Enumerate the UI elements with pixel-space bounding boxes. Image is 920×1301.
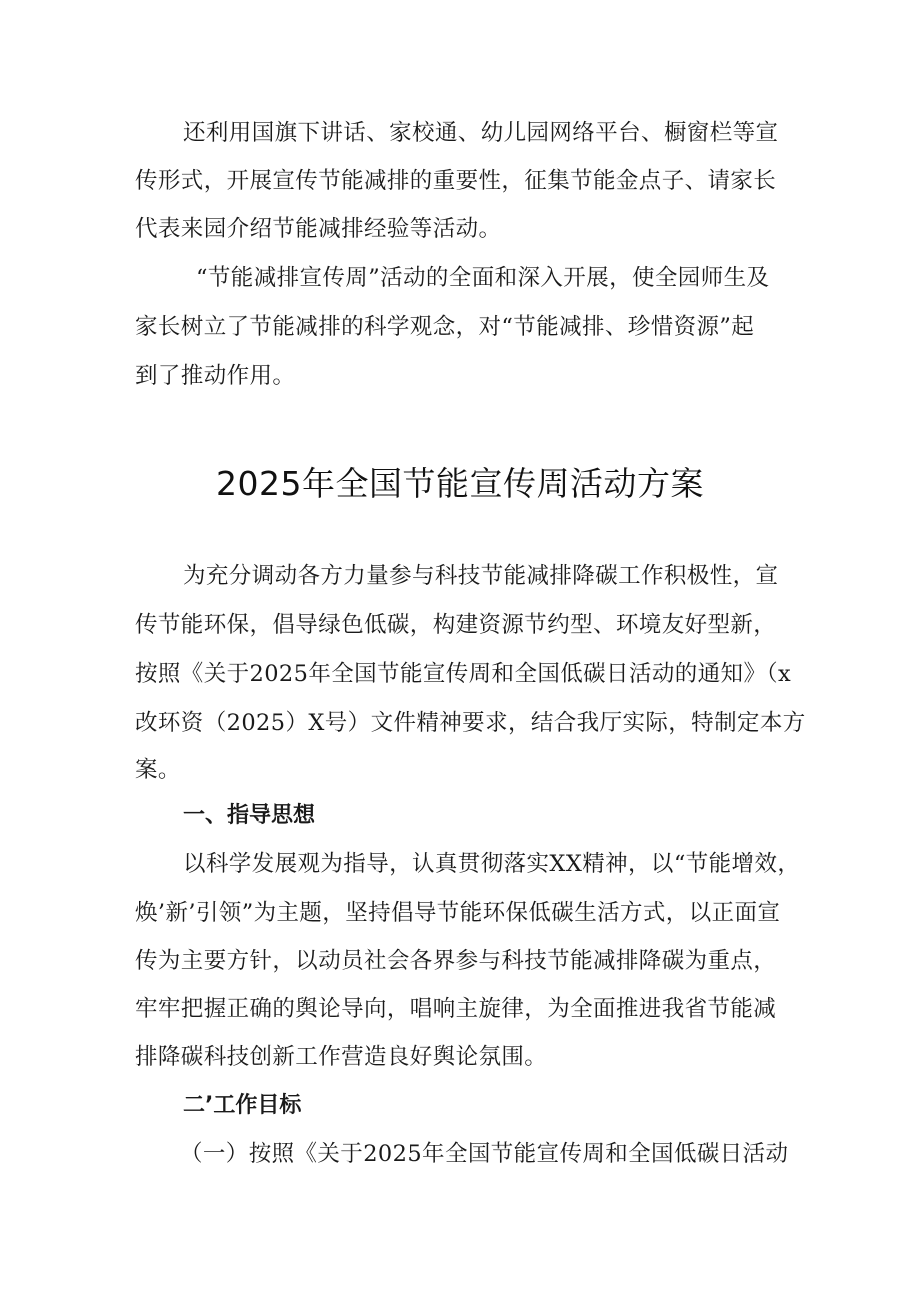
intro-paragraph-1-line-1: 还利用国旗下讲话、家校通、幼儿园网络平台、橱窗栏等宣 <box>183 120 779 146</box>
section-1-line-1: 以科学发展观为指导，认真贯彻落实XX精神，以“节能增效， <box>183 851 801 877</box>
preamble-line-4: 改环资（2025）X号）文件精神要求，结合我厅实际，特制定本方 <box>135 710 806 736</box>
preamble-line-1: 为充分调动各方力量参与科技节能减排降碳工作积极性，宣 <box>183 563 779 589</box>
section-1-line-5: 排降碳科技创新工作营造良好舆论氛围。 <box>135 1044 548 1070</box>
intro-paragraph-2-line-1: “节能减排宣传周”活动的全面和深入开展，使全园师生及 <box>196 265 770 291</box>
section-2-heading: 二’工作目标 <box>183 1093 302 1118</box>
document-title: 2025年全国节能宣传周活动方案 <box>216 464 704 503</box>
intro-paragraph-1-line-3: 代表来园介绍节能减排经验等活动。 <box>135 216 502 242</box>
preamble-line-2: 传节能环保，倡导绿色低碳，构建资源节约型、环境友好型新， <box>135 612 777 638</box>
section-1-heading: 一、指导思想 <box>183 803 316 828</box>
intro-paragraph-2-line-3: 到了推动作用。 <box>135 363 296 389</box>
section-1-line-2: 焕’新’引领”为主题，坚持倡导节能环保低碳生活方式，以正面宣 <box>135 900 781 926</box>
intro-paragraph-1-line-2: 传形式，开展宣传节能减排的重要性，征集节能金点子、请家长 <box>135 168 777 194</box>
section-1-line-4: 牢牢把握正确的舆论导向，唱响主旋律，为全面推进我省节能减 <box>135 996 777 1022</box>
section-1-line-3: 传为主要方针，以动员社会各界参与科技节能减排降碳为重点， <box>135 948 777 974</box>
intro-paragraph-2-line-2: 家长树立了节能减排的科学观念，对“节能减排、珍惜资源”起 <box>135 314 755 340</box>
preamble-line-3: 按照《关于2025年全国节能宣传周和全国低碳日活动的通知》（x <box>135 661 792 687</box>
section-2-line-1: （一）按照《关于2025年全国节能宣传周和全国低碳日活动 <box>180 1141 789 1167</box>
preamble-line-5: 案。 <box>135 757 181 783</box>
